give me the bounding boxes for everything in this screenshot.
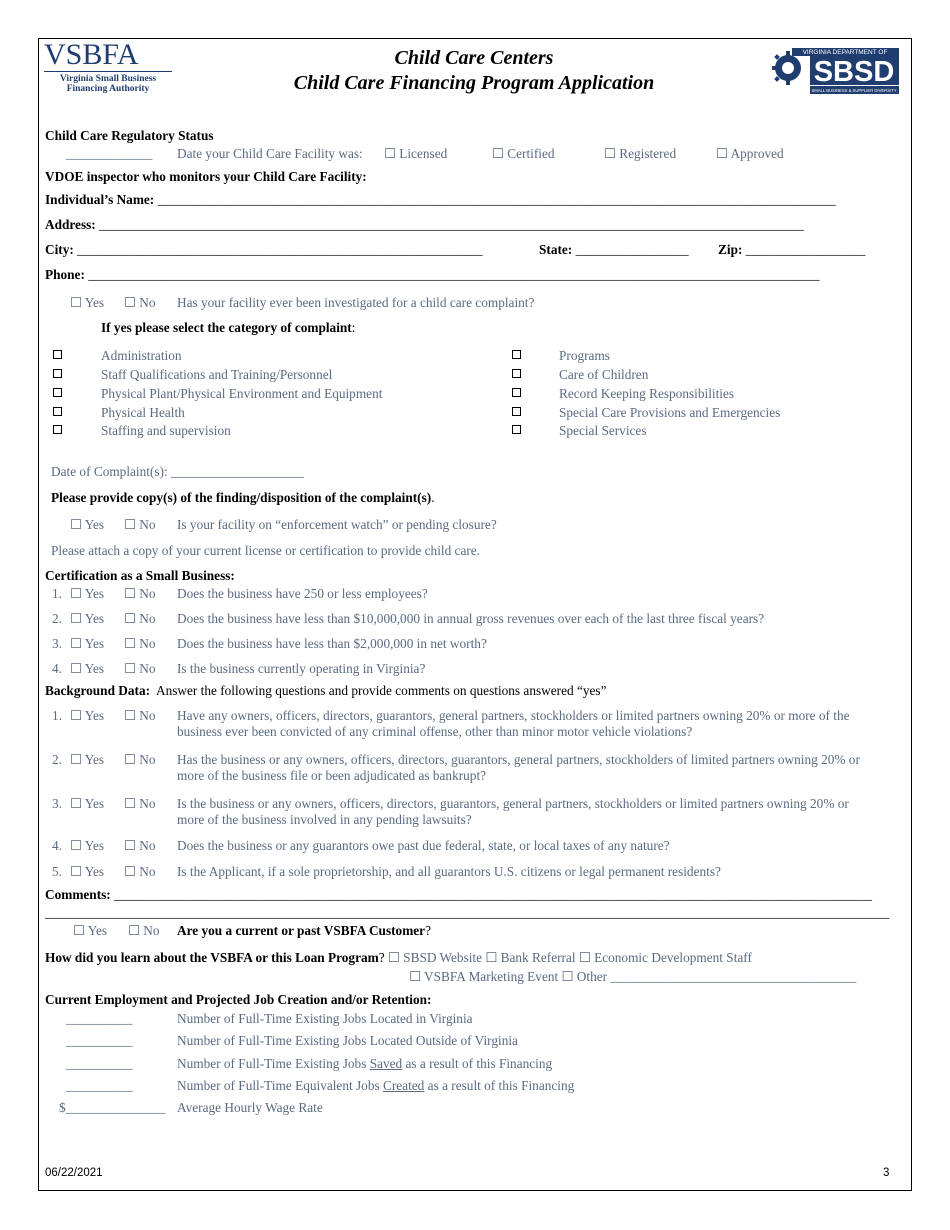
name-label: Individual’s Name: [45,192,155,207]
checkbox-physical-health[interactable] [53,407,62,416]
background-question-line1: Have any owners, officers, directors, guarantors, general partners, stockholders or limited partners owning 20% or more of the [177,708,850,723]
checkbox-special-care[interactable] [512,407,521,416]
regulatory-heading: Child Care Regulatory Status [45,128,214,143]
checkbox-approved[interactable]: ☐ Approved [716,146,784,161]
phone-field[interactable]: ______________________________________________________________________________________________________________ [88,267,820,282]
category-label: Physical Health [101,405,185,420]
checkbox-programs[interactable] [512,350,521,359]
regulatory-date-blank[interactable]: _____________ [66,146,153,161]
city-label: City: [45,242,74,257]
comments-field[interactable]: __________________________________________________________________________________________________________________ [114,887,872,902]
enforcement-yes[interactable]: ☐ Yes [70,517,105,532]
no-checkbox[interactable]: ☐ No [124,611,156,626]
background-question-line2: more of the business file or been adjudicated as bankrupt? [177,768,487,783]
address-field[interactable]: __________________________________________________________________________________________________________ [99,217,804,232]
copy-request: Please provide copy(s) of the finding/disposition of the complaint(s) [51,490,432,505]
background-heading: Background Data: [45,683,151,698]
wage-rate-field[interactable]: $_______________ [59,1100,166,1115]
category-label: Administration [101,348,182,363]
checkbox-staffing[interactable] [53,425,62,434]
yes-checkbox[interactable]: ☐ Yes [70,752,105,767]
employment-row-label: Average Hourly Wage Rate [177,1100,323,1115]
background-question-line1: Is the business or any owners, officers, directors, guarantors, general partners, stockholders or limited partners owning 20% or [177,796,849,811]
address-label: Address: [45,217,96,232]
background-question-line2: business ever been convicted of any criminal offense, other than minor motor vehicle violations? [177,724,693,739]
checkbox-licensed[interactable]: ☐ Licensed [384,146,448,161]
yes-checkbox[interactable]: ☐ Yes [70,838,105,853]
background-question-line2: more of the business involved in any pending lawsuits? [177,812,472,827]
checkbox-record-keeping[interactable] [512,388,521,397]
yes-checkbox[interactable]: ☐ Yes [70,864,105,879]
no-checkbox[interactable]: ☐ No [124,838,156,853]
learn-options-line1[interactable]: ☐ SBSD Website ☐ Bank Referral ☐ Economic Development Staff [387,950,752,965]
category-label: Programs [559,348,610,363]
phone-label: Phone: [45,267,85,282]
comments-field-line2[interactable]: _______________________________________________________________________________________________________________________________ [45,905,890,920]
item-number: 2. [52,752,62,767]
yes-checkbox[interactable]: ☐ Yes [70,611,105,626]
page-number: 3 [883,1167,890,1179]
jobs-created-field[interactable]: __________ [66,1078,133,1093]
yes-checkbox[interactable]: ☐ Yes [70,661,105,676]
certification-question: Does the business have less than $10,000,000 in annual gross revenues over each of the last three fiscal years? [177,611,765,626]
complaint-no[interactable]: ☐ No [124,295,156,310]
sbsd-word: SBSD [813,56,895,88]
category-label: Record Keeping Responsibilities [559,386,735,401]
item-number: 1. [52,708,62,723]
vsbfa-logo-word: VSBFA [44,38,139,71]
item-number: 3. [52,796,62,811]
name-field[interactable]: ______________________________________________________________________________________________________ [157,192,836,207]
category-label: Staff Qualifications and Training/Personnel [101,367,333,382]
no-checkbox[interactable]: ☐ No [124,796,156,811]
comments-label: Comments: [45,887,111,902]
vsbfa-logo [44,40,174,100]
learn-options-line2[interactable]: ☐ VSBFA Marketing Event ☐ Other _____________________________________ [409,969,857,984]
item-number: 4. [52,661,62,676]
complaint-question: Has your facility ever been investigated for a child care complaint? [177,295,535,310]
category-label: Staffing and supervision [101,423,231,438]
checkbox-registered[interactable]: ☐ Registered [604,146,677,161]
no-checkbox[interactable]: ☐ No [124,636,156,651]
title-line-1: Child Care Centers [394,47,554,69]
item-number: 3. [52,636,62,651]
checkbox-certified[interactable]: ☐ Certified [492,146,555,161]
background-question-line1: Is the Applicant, if a sole proprietorship, and all guarantors U.S. citizens or legal permanent residents? [177,864,721,879]
yes-checkbox[interactable]: ☐ Yes [70,586,105,601]
checkbox-care-of-children[interactable] [512,369,521,378]
background-question-line1: Does the business or any guarantors owe past due federal, state, or local taxes of any nature? [177,838,670,853]
category-label: Special Services [559,423,647,438]
jobs-virginia-field[interactable]: __________ [66,1011,133,1026]
certification-question: Is the business currently operating in Virginia? [177,661,426,676]
employment-row-label: Number of Full-Time Existing Jobs Located in Virginia [177,1011,473,1026]
vsbfa-logo-sub2: Financing Authority [66,84,150,94]
complaint-date-field[interactable]: Date of Complaint(s): ____________________ [51,464,304,479]
vsbfa-logo-sub1: Virginia Small Business [59,74,157,84]
category-heading: If yes please select the category of complaint [101,320,352,335]
item-number: 2. [52,611,62,626]
jobs-outside-field[interactable]: __________ [66,1033,133,1048]
inspector-heading: VDOE inspector who monitors your Child Care Facility: [45,169,367,184]
learn-question: How did you learn about the VSBFA or this Loan Program [45,950,379,965]
state-label: State: [539,242,573,257]
enforcement-no[interactable]: ☐ No [124,517,156,532]
no-checkbox[interactable]: ☐ No [124,586,156,601]
customer-no[interactable]: ☐ No [128,923,160,938]
sbsd-top-text: VIRGINIA DEPARTMENT OF [802,49,888,56]
title-line-2: Child Care Financing Program Application [293,72,655,94]
background-question-line1: Has the business or any owners, officers, directors, guarantors, general partners, stockholders of limited partners owning 20% or [177,752,860,767]
yes-checkbox[interactable]: ☐ Yes [70,708,105,723]
no-checkbox[interactable]: ☐ No [124,864,156,879]
footer-date: 06/22/2021 [45,1167,103,1179]
checkbox-staff-qualifications[interactable] [53,369,62,378]
certification-question: Does the business have less than $2,000,000 in net worth? [177,636,487,651]
state-field[interactable]: _________________ [575,242,689,257]
yes-checkbox[interactable]: ☐ Yes [70,796,105,811]
zip-label: Zip: [718,242,743,257]
attach-note: Please attach a copy of your current license or certification to provide child care. [51,543,481,558]
category-label: Care of Children [559,367,649,382]
certification-heading: Certification as a Small Business: [45,568,235,583]
checkbox-special-services[interactable] [512,425,521,434]
jobs-saved-field[interactable]: __________ [66,1056,133,1071]
regulatory-question: Date your Child Care Facility was: [177,146,363,161]
no-checkbox[interactable]: ☐ No [124,661,156,676]
complaint-yes[interactable]: ☐ Yes [70,295,105,310]
employment-heading: Current Employment and Projected Job Creation and/or Retention: [45,992,432,1007]
zip-field[interactable]: __________________ [745,242,866,257]
item-number: 4. [52,838,62,853]
yes-checkbox[interactable]: ☐ Yes [70,636,105,651]
checkbox-physical-plant[interactable] [53,388,62,397]
employment-row-label: Number of Full-Time Existing Jobs Located Outside of Virginia [177,1033,518,1048]
sbsd-logo [772,39,899,97]
employment-row-label: Number of Full-Time Existing Jobs Saved as a result of this Financing [177,1056,553,1071]
item-number: 1. [52,586,62,601]
employment-row-label: Number of Full-Time Equivalent Jobs Created as a result of this Financing [177,1078,575,1093]
category-label: Physical Plant/Physical Environment and Equipment [101,386,383,401]
item-number: 5. [52,864,62,879]
customer-question: Are you a current or past VSBFA Customer [177,923,426,938]
no-checkbox[interactable]: ☐ No [124,752,156,767]
no-checkbox[interactable]: ☐ No [124,708,156,723]
city-field[interactable]: _____________________________________________________________ [77,242,483,257]
sbsd-bottom-text: SMALL BUSINESS & SUPPLIER DIVERSITY [811,88,897,93]
customer-yes[interactable]: ☐ Yes [73,923,108,938]
checkbox-administration[interactable] [53,350,62,359]
category-label: Special Care Provisions and Emergencies [559,405,781,420]
certification-question: Does the business have 250 or less employees? [177,586,428,601]
background-instruction: Answer the following questions and provide comments on questions answered “yes” [155,683,607,698]
enforcement-question: Is your facility on “enforcement watch” or pending closure? [177,517,497,532]
